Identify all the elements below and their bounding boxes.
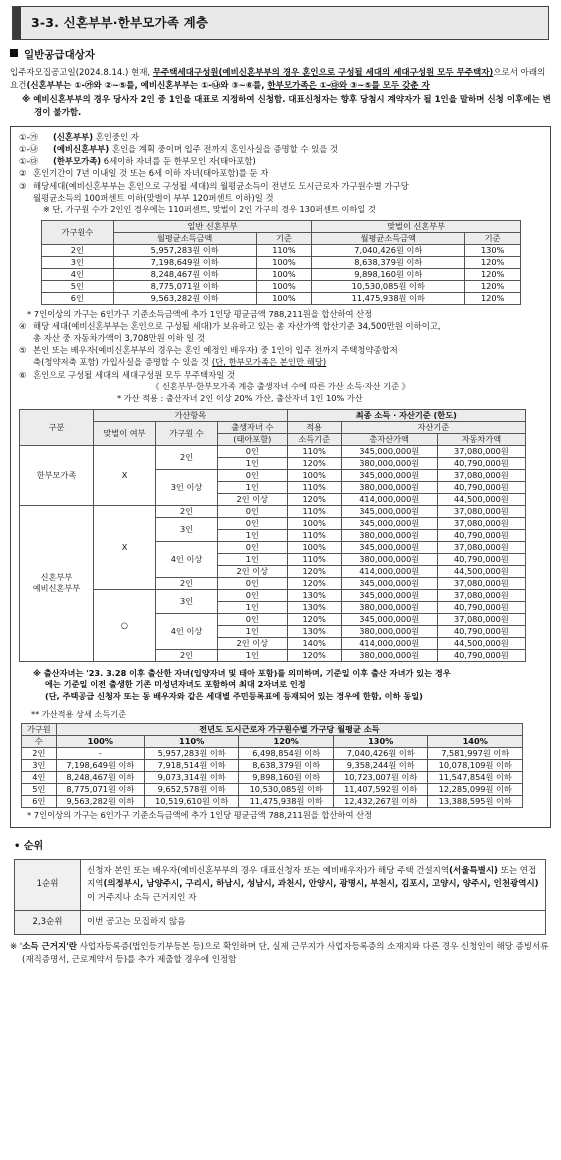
col-header: 가구원 수 (156, 421, 218, 445)
col-header: 140% (428, 736, 523, 748)
table-row: 1인 110% 380,000,000원 40,790,000원 (20, 553, 526, 565)
col-header: 수 (22, 736, 57, 748)
req-item: ② 혼인기간이 7년 이내일 것 또는 6세 이하 자녀(태아포함)를 둔 자 (19, 168, 269, 179)
req3-note: ※ 단, 가구원 수가 2인인 경우에는 110퍼센트, 맞벌이 2인 가구의 경우 130퍼센트 이하일 것 (43, 203, 376, 214)
col-header: 소득기준 (287, 433, 341, 445)
table-row: 2인 1인 120% 380,000,000원 40,790,000원 (20, 649, 526, 661)
header-accent-bar (13, 7, 21, 39)
table-row: 4인 8,248,467원 이하 9,073,314원 이하 9,898,160원 이하 10,723,007원 이하 11,547,854원 이하 (22, 772, 523, 784)
table-row: 2인 이상 120% 414,000,000원 44,500,000원 (20, 565, 526, 577)
table-row (15, 860, 546, 911)
table-row: 신혼부부 예비신혼부부 X 2인 0인 110% 345,000,000원 37,080,000원 (20, 505, 526, 517)
table-row: 2인 5,957,283원 이하 110% 7,040,426원 이하 130% (42, 244, 521, 256)
col-header: 기준 (256, 232, 312, 244)
col-header: 맞벌이 신혼부부 (312, 220, 521, 232)
footnote: ※ '소득 근거지'란 사업자등록증(법인등기부등본 등)으로 확인하며 단, 실제 근무지가 사업자등록증의 소재지와 다른 경우 신청인이 해당 증빙서류(재직증명서, 근로계약서 등)를 추가 제출할 경우에 인정함 (10, 941, 549, 966)
add-title: 《 신혼부부·한부모가족 계층 출생자녀 수에 따른 가산 소득·자산 기준 》 (151, 380, 410, 391)
table-row: 4인 이상 0인 120% 345,000,000원 37,080,000원 (20, 613, 526, 625)
table-row: 3인 0인 100% 345,000,000원 37,080,000원 (20, 517, 526, 529)
requirements-box (10, 126, 551, 828)
req-item: ①-㉰ (한부모가족) 6세이하 자녀를 둔 한부모인 자(태아포함) (19, 156, 256, 167)
table-row: 2인 0인 120% 345,000,000원 37,080,000원 (20, 577, 526, 589)
col-header: 최종 소득 · 자산기준 (한도) (287, 409, 525, 421)
table-row: 1인 110% 380,000,000원 40,790,000원 (20, 529, 526, 541)
income-table (41, 220, 521, 305)
rank-desc: 이번 공고는 모집하지 않음 (81, 910, 546, 934)
add-note: ※ 출산자녀는 '23. 3.28 이후 출산한 자녀(입양자녀 및 태아 포함)를 의미하며, 기준일 이후 출산 자녀가 있는 경우 에는 기준일 이전 출생한 기존 미성년자녀도 포함하여 최대 2자녀로 인정 (단, 주택공급 신청자 또는 동 배우자와 같은 세대별 주민등록표에 등재되어 있는 경우에 한함, 이하 동일) (33, 667, 451, 702)
table-row: 3인 7,198,649원 이하 100% 8,638,379원 이하 120% (42, 256, 521, 268)
table-row: 4인 이상 0인 100% 345,000,000원 37,080,000원 (20, 541, 526, 553)
section-header (12, 6, 549, 40)
rank-desc: 신청자 본인 또는 배우자(예비신혼부부의 경우 대표신청자 또는 예비배우자)가 해당 주택 건설지역(서울특별시) 또는 연접지역(의정부시, 남양주시, 구리시, 하남시, 성남시, 과천시, 안양시, 광명시, 부천시, 김포시, 고양시, 양주시, 인천광역시)이 거주지나 소득 근거지인 자 (81, 860, 546, 911)
col-header: 100% (56, 736, 144, 748)
col-header: 전년도 도시근로자 가구원수별 가구당 월평균 소득 (56, 724, 522, 736)
table-row: 1인 120% 380,000,000원 40,790,000원 (20, 457, 526, 469)
col-header: 130% (333, 736, 428, 748)
col-header: 기준 (465, 232, 521, 244)
table-row: 2인 이상 120% 414,000,000원 44,500,000원 (20, 493, 526, 505)
col-header: 가구원 (22, 724, 57, 736)
add-criteria-table (19, 409, 526, 662)
col-header: 가구원수 (42, 220, 114, 244)
detail-note: * 7인이상의 가구는 6인가구 기준소득금액에 추가 1인당 평균금액 788,211원을 합산하여 산정 (27, 810, 373, 821)
col-header: 월평균소득금액 (113, 232, 256, 244)
table-row: 1인 130% 380,000,000원 40,790,000원 (20, 625, 526, 637)
detail-income-table (21, 723, 523, 808)
col-header: 총자산가액 (341, 433, 437, 445)
table-row: 5인 8,775,071원 이하 9,652,578원 이하 10,530,085원 이하 11,407,592원 이하 12,285,099원 이하 (22, 784, 523, 796)
table-row: 3인 이상 0인 100% 345,000,000원 37,080,000원 (20, 469, 526, 481)
req-item: ①-㉯ (예비신혼부부) 혼인을 계획 중이며 입주 전까지 혼인사실을 증명할 수 있을 것 (19, 144, 339, 155)
table-row: 5인 8,775,071원 이하 100% 10,530,085원 이하 120% (42, 280, 521, 292)
col-header: 자산기준 (341, 421, 525, 433)
rank-table (14, 859, 546, 935)
intro-note: ※ 예비신혼부부의 경우 당사자 2인 중 1인을 대표로 지정하여 신청함. 대표신청자는 향후 당첨시 계약자가 될 1인을 말하며 신청 이후에는 변경이 불가함. (22, 95, 551, 119)
square-bullet-icon (10, 49, 18, 57)
table-row: 2인 이상 140% 414,000,000원 44,500,000원 (20, 637, 526, 649)
col-header: 월평균소득금액 (312, 232, 465, 244)
income-note: * 7인이상의 가구는 6인가구 기준소득금액에 추가 1인당 평균금액 788,211원을 합산하여 산정 (27, 308, 373, 319)
req-item: ①-㉮ (신혼부부) 혼인중인 자 (19, 131, 139, 142)
req-item: ④ 해당 세대(예비신혼부부는 혼인으로 구성될 세대)가 보유하고 있는 총 자산가액 합산기준 34,500만원 이하이고, 총 자산 중 자동차가액이 3,708만원 이하 일 것 (19, 320, 441, 343)
col-header: 구분 (20, 409, 94, 445)
table-row: 2인 - 5,957,283원 이하 6,498,854원 이하 7,040,426원 이하 7,581,997원 이하 (22, 748, 523, 760)
col-header: 가산항목 (94, 409, 288, 421)
table-row (15, 910, 546, 934)
table-row: 6인 9,563,282원 이하 100% 11,475,938원 이하 120% (42, 292, 521, 304)
rank-label: 1순위 (15, 860, 81, 911)
col-header: 일반 신혼부부 (113, 220, 312, 232)
req-item: ⑤ 본인 또는 배우자(예비신혼부부의 경우는 혼인 예정인 배우자) 중 1인이 입주 전까지 주택청약종합저 축(청약저축 포함) 가입사실을 증명할 수 있을 것 (단, 한부모가족은 본인만 해당) (19, 345, 398, 368)
detail-title: ** 가산적용 상세 소득기준 (31, 709, 127, 720)
req-item: ③ 해당세대(예비신혼부부는 혼인으로 구성될 세대)의 월평균소득이 전년도 도시근로자 가구원수별 가구당 월평균소득의 100퍼센트 이하(맞벌이 부부 120퍼센트 이하)일 것 (19, 180, 409, 203)
rank-label: 2,3순위 (15, 910, 81, 934)
table-row: 4인 8,248,467원 이하 100% 9,898,160원 이하 120% (42, 268, 521, 280)
rank-title: • 순위 (14, 841, 44, 853)
table-row: 1인 130% 380,000,000원 40,790,000원 (20, 601, 526, 613)
table-row: 3인 7,198,649원 이하 7,918,514원 이하 8,638,379원 이하 9,358,244원 이하 10,078,109원 이하 (22, 760, 523, 772)
req-item: ⑥ 혼인으로 구성될 세대의 세대구성원 모두 무주택자일 것 (19, 369, 236, 380)
col-header: 출생자녀 수 (218, 421, 288, 433)
table-row: 1인 110% 380,000,000원 40,790,000원 (20, 481, 526, 493)
add-subtitle: * 가산 적용 : 출산자녀 2인 이상 20% 가산, 출산자녀 1인 10% 가산 (117, 392, 363, 403)
table-row: ○ 3인 0인 130% 345,000,000원 37,080,000원 (20, 589, 526, 601)
col-header: 120% (239, 736, 334, 748)
page-title: 3-3. 신혼부부·한부모가족 계층 (31, 14, 209, 30)
table-row: 6인 9,563,282원 이하 10,519,610원 이하 11,475,938원 이하 12,432,267원 이하 13,388,595원 이하 (22, 796, 523, 808)
subsection-title: 일반공급대상자 (10, 49, 551, 63)
col-header: 맞벌이 여부 (94, 421, 156, 445)
col-header: (태아포함) (218, 433, 288, 445)
col-header: 적용 (287, 421, 341, 433)
table-row: 한부모가족 X 2인 0인 110% 345,000,000원 37,080,000원 (20, 445, 526, 457)
col-header: 110% (144, 736, 239, 748)
intro-paragraph: 입주자모집공고일(2024.8.14.) 현재, 무주택세대구성원(예비신혼부부의 경우 혼인으로 구성될 세대의 세대구성원 모두 무주택자)으로서 아래의 요건(신혼부부는 ①-㉮와 ②~⑤를, 예비신혼부부는 ①-㉯와 ③~⑥를, 한부모가족은 ①-㉰와 ③~⑤를 모두 갖춘 자 (10, 67, 546, 91)
col-header: 자동차가액 (437, 433, 525, 445)
